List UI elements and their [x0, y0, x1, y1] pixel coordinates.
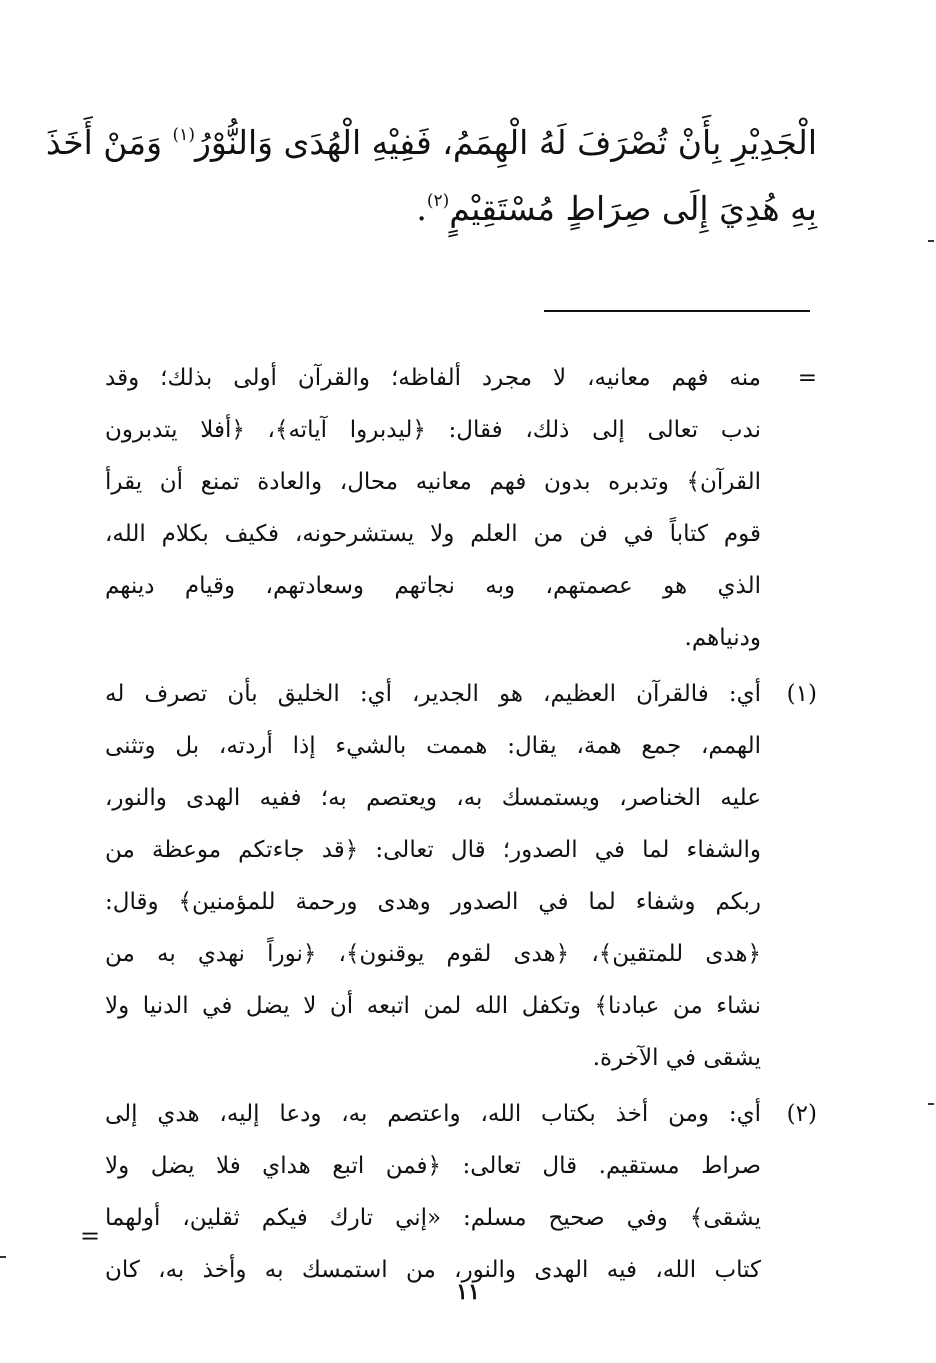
footnote-line: يشقى في الآخرة.: [592, 1045, 761, 1071]
footnote-line: ربكم وشفاء لما في الصدور وهدى ورحمة للمؤمنين﴾ وقال:: [105, 889, 761, 915]
main-text-line: [105, 176, 817, 242]
footnote-line: الهمم، جمع همة، يقال: هممت بالشيء إذا أردته، بل وتثنى: [105, 733, 761, 759]
main-text-segment: وَمَنْ أَخَذَ: [45, 123, 173, 162]
footnote-marker: (١): [786, 681, 817, 707]
footnote-line: الذي هو عصمتهم، وبه نجاتهم وسعادتهم، وقيام دينهم: [105, 573, 761, 599]
main-text-segment: بِهِ هُدِيَ إِلَى صِرَاطٍ مُسْتَقِيْمٍ: [449, 189, 817, 228]
main-text: [45, 110, 817, 242]
footnote-ref-2[interactable]: (٢): [426, 191, 450, 211]
footnote-line: أي: فالقرآن العظيم، هو الجدير، أي: الخليق بأن تصرف له: [105, 681, 761, 707]
scan-edge-mark: [0, 1256, 6, 1258]
footnote-continuation: [105, 352, 817, 664]
footnote-line: ﴿هدى للمتقين﴾، ﴿هدى لقوم يوقنون﴾، ﴿نوراً نهدي به من: [105, 941, 761, 967]
footnote-line: أي: ومن أخذ بكتاب الله، واعتصم به، ودعا إليه، هدي إلى: [105, 1101, 761, 1127]
footnote-line: ودنياهم.: [684, 625, 761, 651]
footnote-line: ندب تعالى إلى ذلك، فقال: ﴿ليدبروا آياته﴾، ﴿أفلا يتدبرون: [105, 417, 761, 443]
scan-edge-mark: [928, 1103, 934, 1105]
footnote-line: القرآن﴾ وتدبره بدون فهم معانيه محال، والعادة تمنع أن يقرأ: [105, 469, 761, 495]
footnote-line: والشفاء لما في الصدور؛ قال تعالى: ﴿قد جاءتكم موعظة من: [105, 837, 761, 863]
footnote-marker: =: [797, 365, 817, 391]
page-number: ١١: [456, 1279, 480, 1305]
footnote-line: كتاب الله، فيه الهدى والنور، من استمسك به وأخذ به، كان: [105, 1257, 761, 1283]
footnote-ref-1[interactable]: (١): [172, 125, 195, 145]
footnote-1: [105, 668, 817, 1084]
footnote-line: منه فهم معانيه، لا مجرد ألفاظه؛ والقرآن أولى بذلك؛ وقد: [105, 365, 761, 391]
main-text-line: [45, 110, 817, 176]
main-text-segment: .: [416, 189, 427, 228]
footnotes: [105, 352, 817, 1300]
footnote-line: نشاء من عبادنا﴾ وتكفل الله لمن اتبعه أن لا يضل في الدنيا ولا: [105, 993, 761, 1019]
footnote-line: يشقى﴾ وفي صحيح مسلم: «إني تارك فيكم ثقلين، أولهما: [105, 1205, 761, 1231]
main-text-segment: الْجَدِيْرِ بِأَنْ تُصْرَفَ لَهُ الْهِمَمُ، فَفِيْهِ الْهُدَى وَالنُّوْرُ: [194, 123, 817, 162]
footnote-marker: (٢): [786, 1101, 817, 1127]
scan-edge-mark: [928, 240, 934, 242]
footnote-line: عليه الخناصر، ويستمسك به، ويعتصم به؛ ففيه الهدى والنور،: [105, 785, 761, 811]
footnote-line: قوم كتاباً في فن من العلم ولا يستشرحونه، فكيف بكلام الله،: [105, 521, 761, 547]
footnote-line: صراط مستقيم. قال تعالى: ﴿فمن اتبع هداي فلا يضل ولا: [105, 1153, 761, 1179]
footnote-2: [105, 1088, 817, 1296]
continuation-mark: =: [80, 1222, 101, 1250]
footnote-separator: [544, 310, 810, 312]
